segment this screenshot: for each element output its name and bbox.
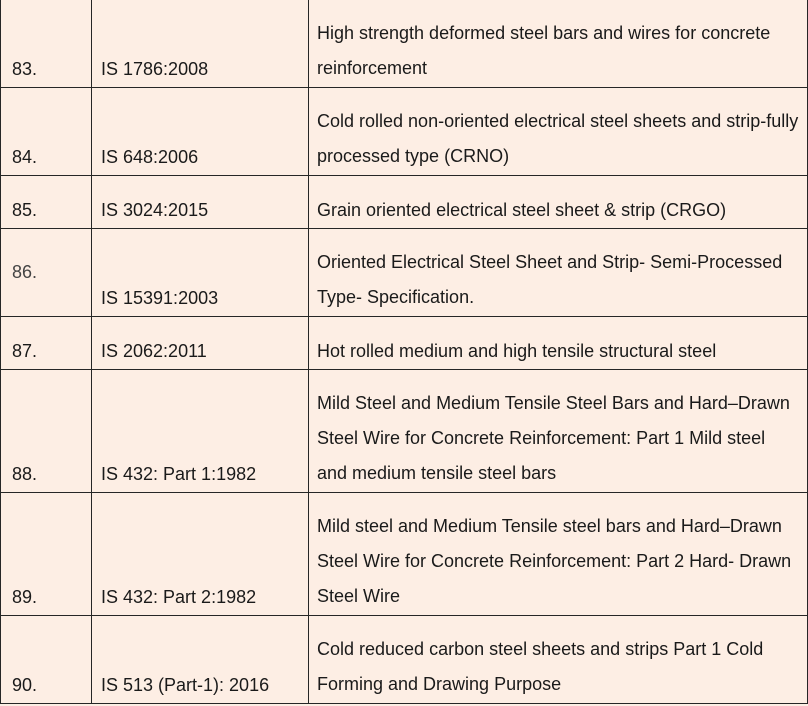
serial-number: 88.	[1, 370, 92, 493]
standard-code: IS 648:2006	[92, 88, 309, 176]
standard-title	[309, 0, 808, 88]
standard-title-text: Cold rolled non-oriented electrical steel sheets and strip-fully processed type (CRNO)	[317, 111, 799, 166]
standard-code: IS 513 (Part-1): 2016	[92, 616, 309, 704]
serial-number: 86.	[1, 229, 92, 317]
standard-title	[309, 317, 808, 370]
table-row	[1, 616, 808, 704]
table-row	[1, 229, 808, 317]
serial-number: 90.	[1, 616, 92, 704]
standard-title-text: Mild Steel and Medium Tensile Steel Bars and Hard–Drawn Steel Wire for Concrete Reinforcement: Part 1 Mild steel and medium tensile steel bars	[317, 393, 790, 483]
table-row	[1, 317, 808, 370]
standard-title	[309, 229, 808, 317]
standard-title	[309, 370, 808, 493]
table-row	[1, 0, 808, 88]
standard-code: IS 15391:2003	[92, 229, 309, 317]
standard-title-text: Mild steel and Medium Tensile steel bars and Hard–Drawn Steel Wire for Concrete Reinforcement: Part 2 Hard- Drawn Steel Wire	[317, 516, 792, 606]
serial-number: 83.	[1, 0, 92, 88]
standard-title-text: High strength deformed steel bars and wires for concrete reinforcement	[317, 23, 771, 78]
standard-title-text: Hot rolled medium and high tensile structural steel	[317, 341, 717, 361]
standard-title	[309, 88, 808, 176]
standard-code: IS 2062:2011	[92, 317, 309, 370]
standard-title	[309, 493, 808, 616]
standard-code: IS 3024:2015	[92, 176, 309, 229]
standard-code: IS 432: Part 1:1982	[92, 370, 309, 493]
serial-number: 89.	[1, 493, 92, 616]
standard-code: IS 1786:2008	[92, 0, 309, 88]
standard-title	[309, 176, 808, 229]
standard-title-text: Cold reduced carbon steel sheets and strips Part 1 Cold Forming and Drawing Purpose	[317, 639, 764, 694]
table-row	[1, 493, 808, 616]
serial-number: 85.	[1, 176, 92, 229]
standard-title	[309, 616, 808, 704]
standard-code: IS 432: Part 2:1982	[92, 493, 309, 616]
table-row	[1, 88, 808, 176]
standard-title-text: Oriented Electrical Steel Sheet and Strip- Semi-Processed Type- Specification.	[317, 252, 783, 307]
table-row	[1, 176, 808, 229]
serial-number: 84.	[1, 88, 92, 176]
serial-number: 87.	[1, 317, 92, 370]
standard-title-text: Grain oriented electrical steel sheet & strip (CRGO)	[317, 200, 727, 220]
table-row	[1, 370, 808, 493]
